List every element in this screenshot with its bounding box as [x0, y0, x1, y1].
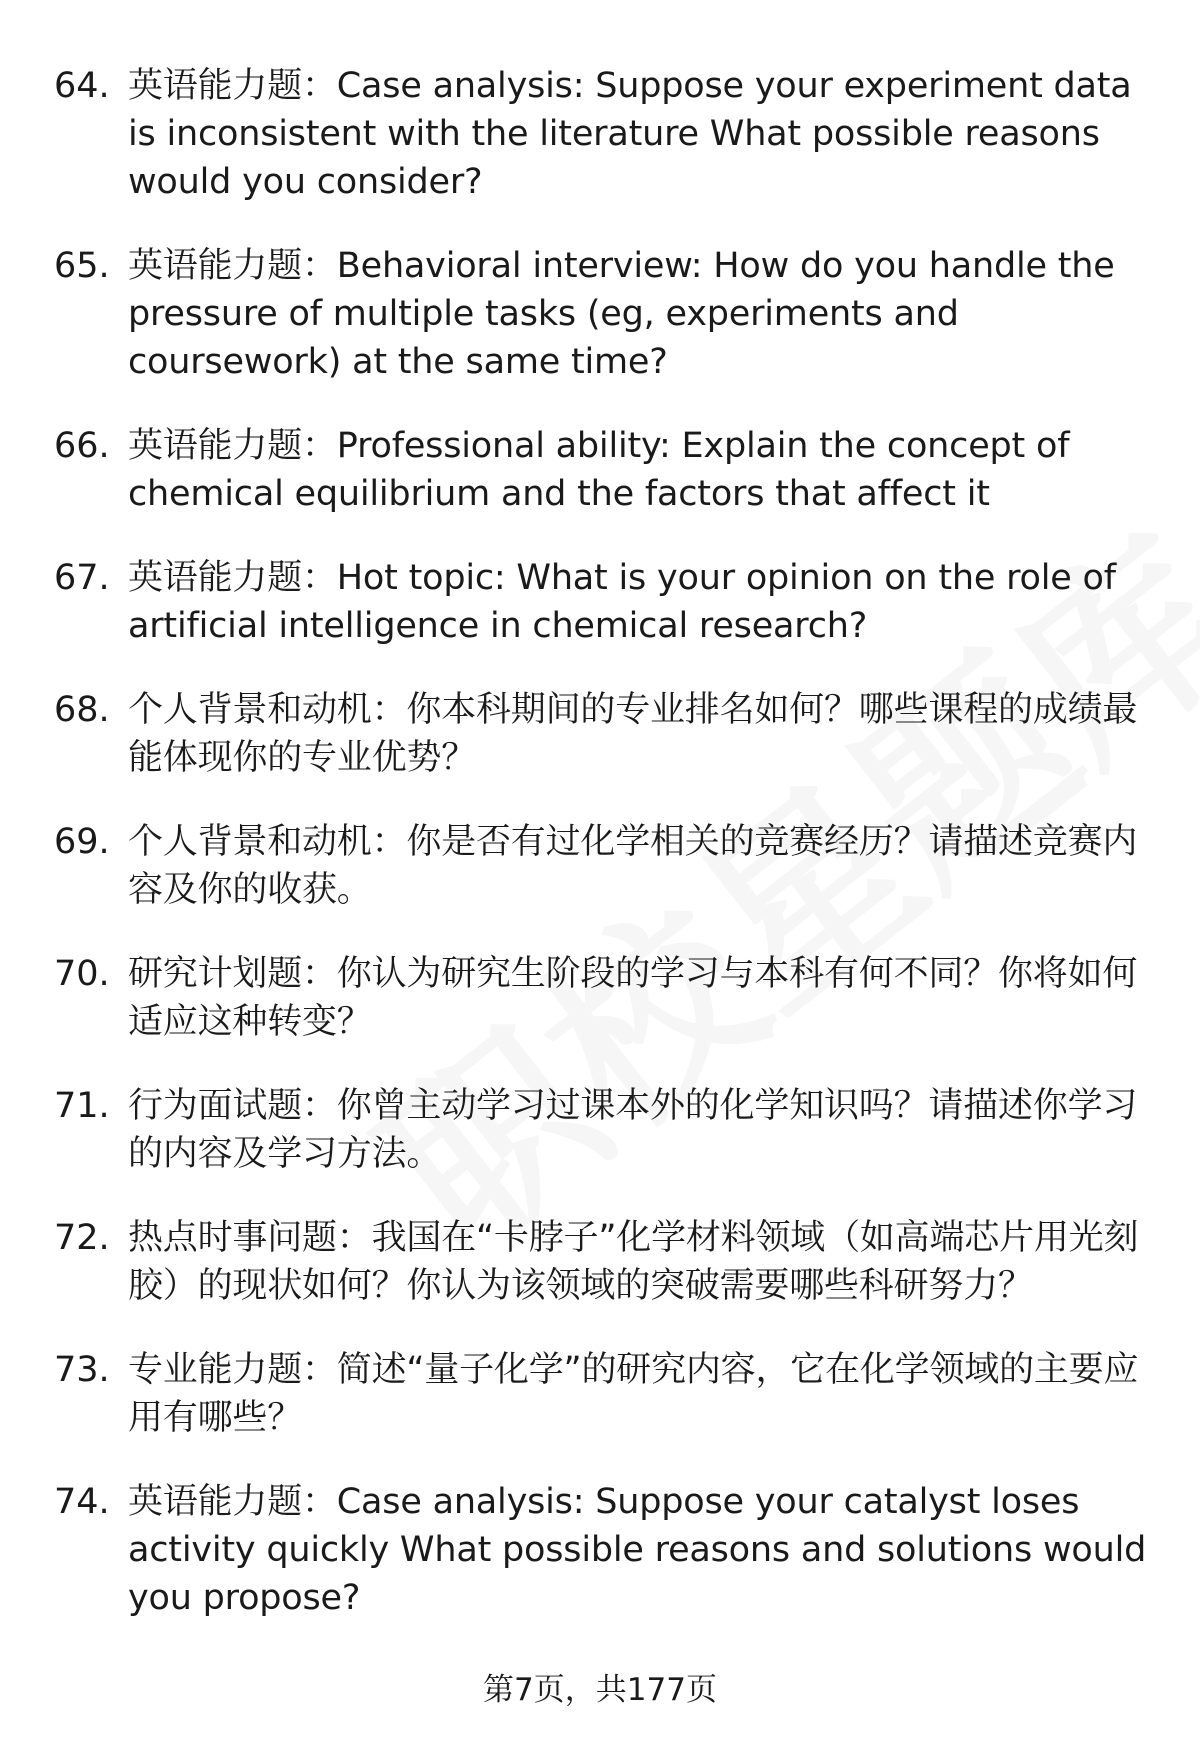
- question-number: 72.: [54, 1218, 110, 1258]
- question-item: [54, 818, 1164, 914]
- question-item: [54, 242, 1164, 386]
- question-number: 64.: [54, 66, 110, 106]
- question-number: 69.: [54, 822, 110, 862]
- question-text: 英语能力题：Professional ability: Explain the concept of chemical equilibrium and the factors that affect it: [128, 426, 1070, 514]
- question-item: [54, 1082, 1164, 1178]
- question-number: 67.: [54, 558, 110, 598]
- question-item: [54, 950, 1164, 1046]
- question-text: 个人背景和动机：你本科期间的专业排名如何？哪些课程的成绩最能体现你的专业优势？: [128, 690, 1138, 778]
- question-list: [54, 62, 1164, 1658]
- question-text: 英语能力题：Case analysis: Suppose your catalyst loses activity quickly What possible reasons and solutions would you propose?: [128, 1482, 1147, 1618]
- question-text: 专业能力题：简述“量子化学”的研究内容，它在化学领域的主要应用有哪些？: [128, 1350, 1139, 1438]
- question-number: 65.: [54, 246, 110, 286]
- question-number: 71.: [54, 1086, 110, 1126]
- question-number: 68.: [54, 690, 110, 730]
- question-item: [54, 1346, 1164, 1442]
- question-item: [54, 1478, 1164, 1622]
- question-number: 70.: [54, 954, 110, 994]
- question-text: 英语能力题：Behavioral interview: How do you handle the pressure of multiple tasks (eg, experiments and coursework) at the same time?: [128, 246, 1115, 382]
- question-text: 个人背景和动机：你是否有过化学相关的竞赛经历？请描述竞赛内容及你的收获。: [128, 822, 1138, 910]
- question-number: 66.: [54, 426, 110, 466]
- question-number: 74.: [54, 1482, 110, 1522]
- question-item: [54, 554, 1164, 650]
- question-text: 行为面试题：你曾主动学习过课本外的化学知识吗？请描述你学习的内容及学习方法。: [128, 1086, 1138, 1174]
- question-item: [54, 1214, 1164, 1310]
- question-item: [54, 686, 1164, 782]
- question-text: 热点时事问题：我国在“卡脖子”化学材料领域（如高端芯片用光刻胶）的现状如何？你认为该领域的突破需要哪些科研努力？: [128, 1218, 1139, 1306]
- question-text: 英语能力题：Case analysis: Suppose your experiment data is inconsistent with the literature What possible reasons would you consider?: [128, 66, 1132, 202]
- question-number: 73.: [54, 1350, 110, 1390]
- question-item: [54, 422, 1164, 518]
- question-text: 英语能力题：Hot topic: What is your opinion on the role of artificial intelligence in chemical research?: [128, 558, 1116, 646]
- page-number-footer: 第7页，共177页: [483, 1672, 717, 1708]
- question-text: 研究计划题：你认为研究生阶段的学习与本科有何不同？你将如何适应这种转变？: [128, 954, 1138, 1042]
- question-item: [54, 62, 1164, 206]
